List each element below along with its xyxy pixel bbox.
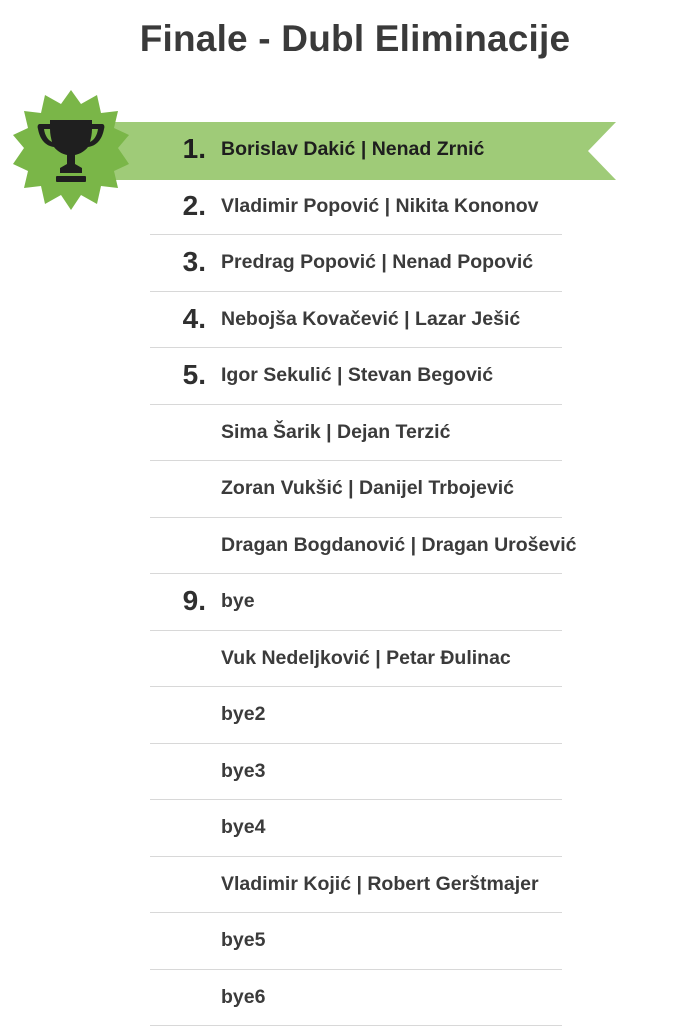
rank-number: 2. <box>183 179 206 235</box>
team-name: Zoran Vukšić | Danijel Trbojević <box>221 461 514 517</box>
standing-row <box>150 292 562 349</box>
standing-row <box>150 744 562 801</box>
standing-row <box>150 179 562 236</box>
standing-row <box>150 405 562 462</box>
team-name: bye5 <box>221 913 265 969</box>
team-name: Dragan Bogdanović | Dragan Urošević <box>221 518 576 574</box>
team-name: Borislav Dakić | Nenad Zrnić <box>221 122 484 178</box>
rank-number: 5. <box>183 348 206 404</box>
team-name: Vuk Nedeljković | Petar Đulinac <box>221 631 511 687</box>
rank-number: 4. <box>183 292 206 348</box>
page-title: Finale - Dubl Eliminacije <box>0 18 678 60</box>
standing-row <box>150 518 562 575</box>
team-name: bye6 <box>221 970 265 1026</box>
standing-row <box>150 857 562 914</box>
team-name: bye2 <box>221 687 265 743</box>
standing-row <box>150 970 562 1026</box>
rank-number: 1. <box>183 122 206 178</box>
team-name: Sima Šarik | Dejan Terzić <box>221 405 450 461</box>
team-name: Igor Sekulić | Stevan Begović <box>221 348 493 404</box>
trophy-badge <box>8 88 134 214</box>
standing-row <box>150 122 562 179</box>
standing-row <box>150 235 562 292</box>
rank-number: 9. <box>183 574 206 630</box>
team-name: bye4 <box>221 800 265 856</box>
team-name: Vladimir Popović | Nikita Kononov <box>221 179 539 235</box>
team-name: Nebojša Kovačević | Lazar Ješić <box>221 292 520 348</box>
team-name: bye <box>221 574 255 630</box>
standing-row <box>150 461 562 518</box>
standing-row <box>150 913 562 970</box>
team-name: bye3 <box>221 744 265 800</box>
standing-row <box>150 687 562 744</box>
standing-row <box>150 631 562 688</box>
team-name: Predrag Popović | Nenad Popović <box>221 235 533 291</box>
rank-number: 3. <box>183 235 206 291</box>
standing-row <box>150 574 562 631</box>
team-name: Vladimir Kojić | Robert Gerštmajer <box>221 857 539 913</box>
standing-row <box>150 800 562 857</box>
standings-list <box>150 122 562 1026</box>
standing-row <box>150 348 562 405</box>
